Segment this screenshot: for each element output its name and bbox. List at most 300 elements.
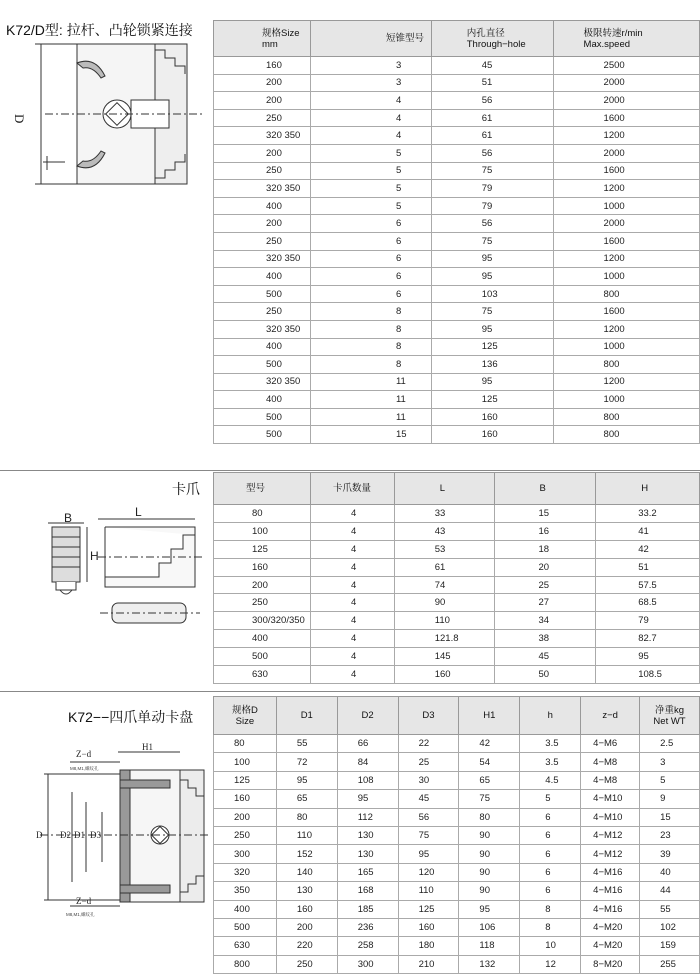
table-cell: 95 [431, 320, 553, 338]
table-cell: 80 [276, 808, 337, 826]
table-cell: 43 [394, 522, 494, 540]
column-header [276, 697, 337, 735]
table-cell: 15 [310, 426, 431, 444]
zd-bottom-label: Z−d [76, 896, 92, 906]
table-cell: 210 [398, 955, 459, 973]
table-cell: 160 [276, 900, 337, 918]
table-row [214, 215, 700, 233]
table-cell: 2000 [553, 144, 699, 162]
table-cell: 75 [431, 303, 553, 321]
table-row [214, 109, 700, 127]
table-cell: 82.7 [596, 630, 700, 648]
table-cell: 1600 [553, 109, 699, 127]
table-cell: 250 [214, 826, 277, 844]
table-cell: 4.5 [520, 771, 581, 789]
table-row [214, 391, 700, 409]
section-divider [0, 691, 700, 692]
table-cell: 200 [214, 144, 311, 162]
header-line-1: H1 [483, 710, 496, 721]
table-cell: 4 [310, 630, 394, 648]
table-cell: 8 [520, 900, 581, 918]
table-cell: 45 [431, 57, 553, 75]
table-cell: 53 [394, 540, 494, 558]
d2-label: D2 [60, 830, 71, 840]
d1-label: D1 [74, 830, 85, 840]
table-cell: 27 [494, 594, 596, 612]
table-cell: 1600 [553, 162, 699, 180]
table-cell: 165 [337, 863, 398, 881]
four-jaw-chuck-drawing [30, 740, 212, 920]
table-cell: 250 [214, 109, 311, 127]
column-header [431, 21, 553, 57]
table-cell: 4−M20 [581, 937, 640, 955]
table-cell: 160 [394, 666, 494, 684]
table-cell: 400 [214, 338, 311, 356]
table-row [214, 426, 700, 444]
table-row [214, 356, 700, 374]
table-cell: 95 [431, 268, 553, 286]
table-cell: 8−M20 [581, 955, 640, 973]
table-cell: 6 [520, 808, 581, 826]
table-cell: 1000 [553, 197, 699, 215]
jaw-spec-table [213, 472, 700, 684]
table-cell: 400 [214, 391, 311, 409]
table-cell: 15 [494, 505, 596, 523]
table-cell: 5 [640, 771, 700, 789]
table-cell: 8 [520, 918, 581, 936]
table-cell: 2500 [553, 57, 699, 75]
table-cell: 41 [596, 522, 700, 540]
table-cell: 10 [520, 937, 581, 955]
table-cell: 3.5 [520, 753, 581, 771]
table-cell: 6 [310, 232, 431, 250]
table-cell: 200 [276, 918, 337, 936]
table-cell: 90 [394, 594, 494, 612]
table-cell: 6 [310, 268, 431, 286]
section1-title: K72/D型: 拉杆、凸轮锁紧连接 [6, 22, 193, 38]
table-cell: 1200 [553, 373, 699, 391]
table-cell: 118 [459, 937, 520, 955]
table-cell: 250 [214, 162, 311, 180]
header-line-1: 规格Size [262, 27, 300, 39]
jaw-drawing [40, 505, 210, 640]
table-cell: 66 [337, 735, 398, 753]
table-cell: 125 [431, 338, 553, 356]
table-cell: 4−M16 [581, 900, 640, 918]
header-line-1: 短锥型号 [385, 33, 424, 44]
table-cell: 185 [337, 900, 398, 918]
table-row [214, 771, 700, 789]
table-cell: 4−M12 [581, 845, 640, 863]
column-header [459, 697, 520, 735]
table-cell: 4−M8 [581, 753, 640, 771]
table-row [214, 57, 700, 75]
table-row [214, 540, 700, 558]
table-cell: 51 [431, 74, 553, 92]
header-line-1: 规格D [231, 704, 258, 716]
h1-label: H1 [142, 742, 153, 752]
table-row [214, 162, 700, 180]
table-cell: 630 [214, 666, 311, 684]
table-row [214, 408, 700, 426]
table-cell: 16 [494, 522, 596, 540]
table-row [214, 522, 700, 540]
table-cell: 130 [276, 882, 337, 900]
column-header [214, 697, 277, 735]
table-row [214, 320, 700, 338]
table-cell: 102 [640, 918, 700, 936]
four-jaw-chuck-table [213, 696, 700, 974]
table-cell: 800 [553, 408, 699, 426]
table-cell: 630 [214, 937, 277, 955]
header-line-2: Max.speed [583, 38, 631, 50]
table-cell: 90 [459, 845, 520, 863]
table-row [214, 900, 700, 918]
table-cell: 65 [276, 790, 337, 808]
table-row [214, 955, 700, 973]
table-cell: 40 [640, 863, 700, 881]
table-cell: 132 [459, 955, 520, 973]
table-cell: 39 [640, 845, 700, 863]
table-cell: 34 [494, 612, 596, 630]
table-cell: 3 [640, 753, 700, 771]
table-cell: 6 [520, 882, 581, 900]
table-cell: 320 350 [214, 320, 311, 338]
table-row [214, 594, 700, 612]
table-cell: 79 [596, 612, 700, 630]
table-row [214, 268, 700, 286]
table-row [214, 127, 700, 145]
table-cell: 11 [310, 408, 431, 426]
header-line-1: h [547, 710, 553, 721]
section3-title: K72−−四爪单动卡盘 [68, 709, 194, 725]
table-cell: 6 [520, 863, 581, 881]
table-cell: 130 [337, 845, 398, 863]
table-cell: 200 [214, 74, 311, 92]
table-row [214, 505, 700, 523]
table-cell: 320 [214, 863, 277, 881]
column-header [310, 21, 431, 57]
table-cell: 4−M10 [581, 808, 640, 826]
table-cell: 250 [214, 303, 311, 321]
table-cell: 4−M12 [581, 826, 640, 844]
table-cell: 120 [398, 863, 459, 881]
table-cell: 6 [520, 845, 581, 863]
table-cell: 168 [337, 882, 398, 900]
table-cell: 5 [520, 790, 581, 808]
header-line-1: 净重kg [655, 704, 685, 716]
table-cell: 75 [398, 826, 459, 844]
table-cell: 1200 [553, 127, 699, 145]
table-cell: 300 [214, 845, 277, 863]
table-cell: 108 [337, 771, 398, 789]
table-cell: 140 [276, 863, 337, 881]
table-cell: 800 [214, 955, 277, 973]
table-cell: 4 [310, 576, 394, 594]
table-cell: 8 [310, 320, 431, 338]
table-cell: 57.5 [596, 576, 700, 594]
table-cell: 6 [310, 215, 431, 233]
table-cell: 110 [394, 612, 494, 630]
table-row [214, 576, 700, 594]
table-cell: 3.5 [520, 735, 581, 753]
table-cell: 2000 [553, 74, 699, 92]
table-cell: 3 [310, 74, 431, 92]
table-cell: 1200 [553, 250, 699, 268]
table-cell: 84 [337, 753, 398, 771]
table-cell: 95 [276, 771, 337, 789]
table-cell: 30 [398, 771, 459, 789]
table-cell: 51 [596, 558, 700, 576]
table-cell: 6 [310, 250, 431, 268]
table-cell: 9 [640, 790, 700, 808]
table-cell: 90 [459, 863, 520, 881]
column-header [214, 21, 311, 57]
table-cell: 79 [431, 197, 553, 215]
header-line-1: D2 [361, 710, 374, 721]
table-cell: 125 [214, 771, 277, 789]
table-cell: 300 [337, 955, 398, 973]
table-cell: 33 [394, 505, 494, 523]
table-cell: 4 [310, 540, 394, 558]
table-row [214, 74, 700, 92]
table-cell: 95 [459, 900, 520, 918]
table-cell: 500 [214, 356, 311, 374]
table-row [214, 180, 700, 198]
table-cell: 80 [214, 735, 277, 753]
table-cell: 8 [310, 303, 431, 321]
table-row [214, 144, 700, 162]
d-label: D [12, 114, 27, 124]
table-cell: 4 [310, 109, 431, 127]
table-cell: 90 [459, 826, 520, 844]
table-cell: 4−M16 [581, 882, 640, 900]
table-cell: 110 [398, 882, 459, 900]
table-cell: 160 [214, 558, 311, 576]
table-cell: 1600 [553, 232, 699, 250]
table-cell: 121.8 [394, 630, 494, 648]
l-label: L [135, 505, 142, 519]
table-cell: 350 [214, 882, 277, 900]
table-cell: 1200 [553, 180, 699, 198]
column-header: 型号 [214, 473, 311, 505]
table-cell: 250 [214, 594, 311, 612]
table-cell: 4 [310, 666, 394, 684]
table-cell: 400 [214, 900, 277, 918]
table-cell: 1000 [553, 391, 699, 409]
table-cell: 4 [310, 522, 394, 540]
table-cell: 100 [214, 522, 311, 540]
table-cell: 200 [214, 808, 277, 826]
table-cell: 6 [310, 285, 431, 303]
header-line-1: z−d [602, 710, 618, 721]
column-header: B [494, 473, 596, 505]
table-cell: 61 [394, 558, 494, 576]
table-cell: 110 [276, 826, 337, 844]
column-header [581, 697, 640, 735]
table-cell: 42 [459, 735, 520, 753]
column-header: H [596, 473, 700, 505]
table-row [214, 882, 700, 900]
zd-top-label: Z−d [76, 749, 92, 759]
header-line-2: Size [235, 715, 255, 727]
table-row [214, 753, 700, 771]
table-row [214, 648, 700, 666]
table-cell: 100 [214, 753, 277, 771]
table-cell: 500 [214, 918, 277, 936]
h-label: H [90, 549, 99, 563]
table-cell: 108.5 [596, 666, 700, 684]
table-cell: 56 [431, 92, 553, 110]
column-header [640, 697, 700, 735]
table-cell: 2000 [553, 92, 699, 110]
table-cell: 160 [214, 57, 311, 75]
table-cell: 72 [276, 753, 337, 771]
note-top-label: M8,M1,螺纹孔 [70, 766, 99, 771]
table-cell: 4−M8 [581, 771, 640, 789]
table-cell: 500 [214, 285, 311, 303]
table-cell: 800 [553, 356, 699, 374]
header-line-1: D3 [422, 710, 435, 721]
table-cell: 55 [276, 735, 337, 753]
table-cell: 1000 [553, 268, 699, 286]
table-cell: 250 [214, 232, 311, 250]
table-cell: 56 [431, 144, 553, 162]
column-header [337, 697, 398, 735]
table-cell: 45 [494, 648, 596, 666]
table-cell: 4 [310, 612, 394, 630]
table-cell: 25 [494, 576, 596, 594]
table-cell: 12 [520, 955, 581, 973]
table-cell: 160 [214, 790, 277, 808]
table-cell: 4 [310, 127, 431, 145]
table-cell: 800 [553, 285, 699, 303]
table-cell: 4−M20 [581, 918, 640, 936]
table-cell: 95 [431, 373, 553, 391]
table-cell: 38 [494, 630, 596, 648]
column-header: 卡爪数量 [310, 473, 394, 505]
table-row [214, 808, 700, 826]
table-cell: 236 [337, 918, 398, 936]
table-cell: 11 [310, 391, 431, 409]
header-line-2: mm [262, 38, 278, 50]
table-cell: 400 [214, 268, 311, 286]
header-line-2: Net WT [653, 715, 686, 727]
table-row [214, 666, 700, 684]
table-cell: 44 [640, 882, 700, 900]
table-row [214, 845, 700, 863]
header-line-1: 内孔直径 [466, 27, 505, 39]
chuck-side-drawing [5, 38, 210, 190]
table-cell: 4 [310, 594, 394, 612]
table-cell: 200 [214, 92, 311, 110]
section-divider [0, 470, 700, 471]
table-cell: 130 [337, 826, 398, 844]
table-cell: 8 [310, 338, 431, 356]
table-cell: 4−M16 [581, 863, 640, 881]
d-dim-label: D [36, 830, 43, 840]
table-cell: 42 [596, 540, 700, 558]
table-cell: 5 [310, 180, 431, 198]
table-cell: 68.5 [596, 594, 700, 612]
table-cell: 250 [276, 955, 337, 973]
table-cell: 136 [431, 356, 553, 374]
table-cell: 4 [310, 648, 394, 666]
table-cell: 160 [431, 408, 553, 426]
table-cell: 15 [640, 808, 700, 826]
table-cell: 112 [337, 808, 398, 826]
table-cell: 180 [398, 937, 459, 955]
table-row [214, 250, 700, 268]
table-cell: 95 [398, 845, 459, 863]
table-cell: 4−M6 [581, 735, 640, 753]
table-cell: 79 [431, 180, 553, 198]
table-cell: 400 [214, 197, 311, 215]
table-cell: 320 350 [214, 127, 311, 145]
column-header [398, 697, 459, 735]
table-cell: 320 350 [214, 373, 311, 391]
table-row [214, 918, 700, 936]
table-row [214, 630, 700, 648]
table-cell: 74 [394, 576, 494, 594]
table-cell: 22 [398, 735, 459, 753]
table-cell: 95 [337, 790, 398, 808]
table-cell: 33.2 [596, 505, 700, 523]
table-cell: 1600 [553, 303, 699, 321]
table-cell: 258 [337, 937, 398, 955]
table-row [214, 826, 700, 844]
table-cell: 320 350 [214, 180, 311, 198]
header-line-1: 极限转速r/min [583, 27, 643, 39]
table-cell: 23 [640, 826, 700, 844]
table-cell: 4 [310, 92, 431, 110]
header-line-1: D1 [300, 710, 313, 721]
table-cell: 5 [310, 144, 431, 162]
table-cell: 2000 [553, 215, 699, 233]
table-cell: 2.5 [640, 735, 700, 753]
table-row [214, 790, 700, 808]
table-cell: 500 [214, 408, 311, 426]
table-cell: 8 [310, 356, 431, 374]
table-cell: 25 [398, 753, 459, 771]
table-cell: 3 [310, 57, 431, 75]
table-cell: 200 [214, 215, 311, 233]
table-cell: 500 [214, 648, 311, 666]
table-cell: 125 [398, 900, 459, 918]
table-row [214, 612, 700, 630]
table-cell: 4−M10 [581, 790, 640, 808]
table-row [214, 338, 700, 356]
table-cell: 55 [640, 900, 700, 918]
table-cell: 1200 [553, 320, 699, 338]
section2-title: 卡爪 [172, 481, 200, 497]
d3-label: D3 [90, 830, 101, 840]
table-cell: 80 [214, 505, 311, 523]
table-cell: 125 [431, 391, 553, 409]
table-cell: 1000 [553, 338, 699, 356]
table-cell: 95 [431, 250, 553, 268]
table-cell: 20 [494, 558, 596, 576]
table-cell: 255 [640, 955, 700, 973]
table-cell: 800 [553, 426, 699, 444]
table-cell: 56 [398, 808, 459, 826]
table-cell: 400 [214, 630, 311, 648]
column-header: L [394, 473, 494, 505]
table-cell: 5 [310, 162, 431, 180]
column-header [520, 697, 581, 735]
table-cell: 65 [459, 771, 520, 789]
table-cell: 50 [494, 666, 596, 684]
